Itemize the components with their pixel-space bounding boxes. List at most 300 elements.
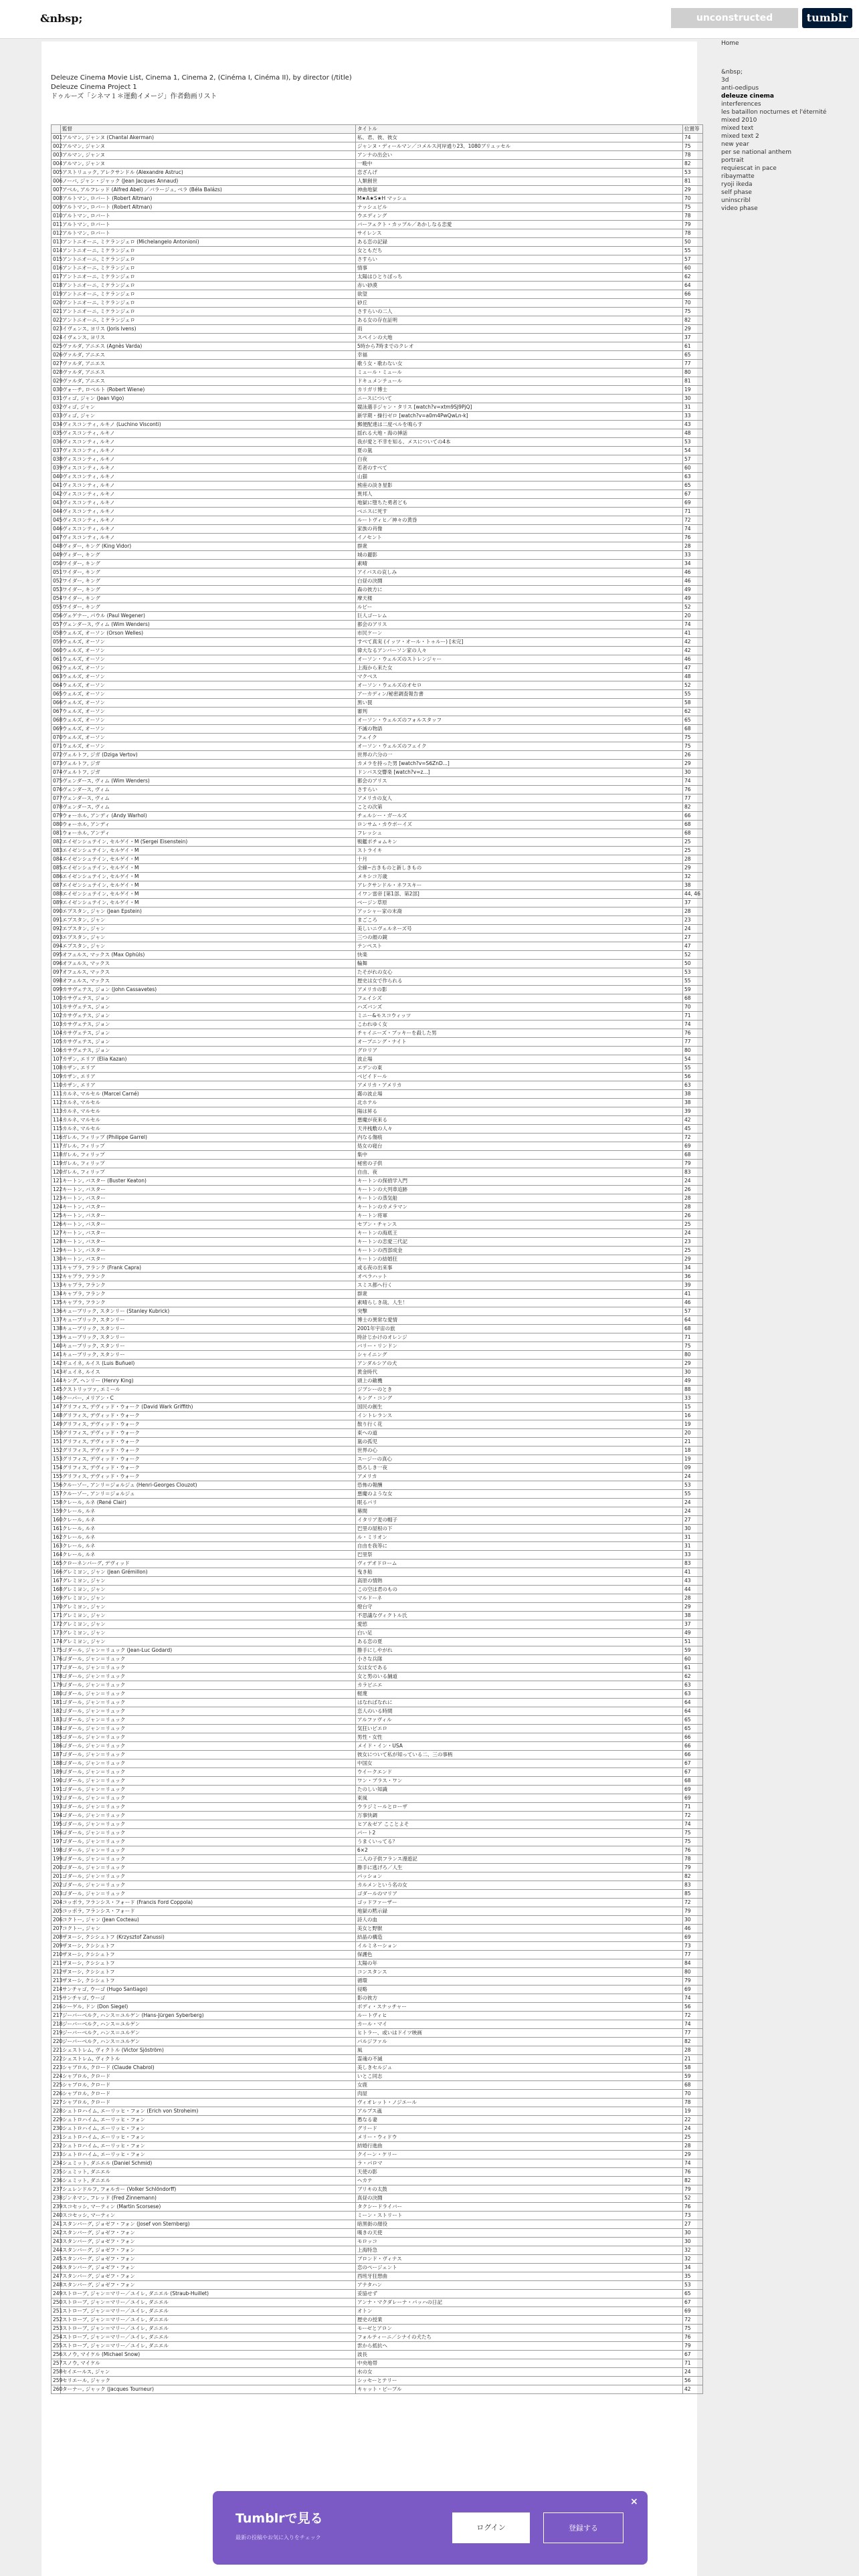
cell-title: 審判	[356, 708, 683, 716]
cell-director: キートン, バスター	[61, 1203, 356, 1212]
cell-position: 71	[683, 2359, 703, 2368]
cell-position: 83	[683, 1560, 703, 1568]
cell-title: 輪舞	[356, 960, 683, 968]
cell-number: 092	[52, 925, 61, 934]
cell-director: ワイダー, キング	[61, 560, 356, 568]
cell-position: 64	[683, 1707, 703, 1716]
table-row	[52, 1029, 703, 1038]
table-row	[52, 377, 703, 386]
cell-title: 太陽の年	[356, 1959, 683, 1968]
cell-position: 64	[683, 1316, 703, 1325]
table-row	[52, 1064, 703, 1073]
cell-director: ヴィスコンティ, ルキノ	[61, 473, 356, 481]
cell-title: イタリア麦の帽子	[356, 1516, 683, 1525]
cell-number: 114	[52, 1116, 61, 1125]
table-row	[52, 1977, 703, 1985]
cell-number: 249	[52, 2290, 61, 2298]
cell-number: 063	[52, 673, 61, 681]
table-row	[52, 1125, 703, 1134]
table-row	[52, 1890, 703, 1899]
table-row	[52, 1151, 703, 1160]
table-row	[52, 1481, 703, 1490]
tumblr-logo[interactable]: tumblr	[802, 8, 852, 28]
cell-title: 女は女である	[356, 1664, 683, 1673]
cell-position: 32	[683, 2255, 703, 2264]
cell-title: ジプシーのとき	[356, 1386, 683, 1394]
table-body	[52, 134, 703, 2394]
cell-director: ヴェンダース, ヴィム (Wim Wenders)	[61, 621, 356, 629]
cell-position: 49	[683, 586, 703, 595]
table-row	[52, 960, 703, 968]
table-row	[52, 638, 703, 647]
table-row	[52, 1594, 703, 1603]
blog-title[interactable]: &nbsp;	[40, 12, 83, 25]
cell-director: グリフィス, デヴィッド・ウォーク	[61, 1412, 356, 1420]
sidebar-tag-link[interactable]: &nbsp;	[721, 69, 743, 76]
cell-director: シャブロル, クロード	[61, 2081, 356, 2090]
signup-button[interactable]: 登録する	[543, 2512, 624, 2543]
cell-director: ヴェンダース, ヴィム (Wim Wenders)	[61, 777, 356, 786]
cell-title: 男性・女性	[356, 1733, 683, 1742]
cell-number: 182	[52, 1707, 61, 1716]
cell-number: 136	[52, 1307, 61, 1316]
cell-number: 071	[52, 742, 61, 751]
cell-director: ヴィスコンティ, ルキノ	[61, 499, 356, 508]
table-row	[52, 403, 703, 412]
cell-director: アルマン, ジャンヌ	[61, 142, 356, 151]
cell-position: 43	[683, 421, 703, 429]
cell-number: 244	[52, 2246, 61, 2255]
cell-position: 09	[683, 1464, 703, 1473]
cell-director: ストローブ, ジャン＝マリー／ユイレ, ダニエル	[61, 2342, 356, 2351]
cell-position: 46	[683, 577, 703, 586]
cell-number: 200	[52, 1864, 61, 1872]
cell-director: グレミヨン, ジャン	[61, 1594, 356, 1603]
table-row	[52, 968, 703, 977]
cell-director: キューブリック, スタンリー	[61, 1325, 356, 1333]
table-row	[52, 1168, 703, 1177]
table-row	[52, 264, 703, 273]
cell-number: 032	[52, 403, 61, 412]
cell-title: いとこ同志	[356, 2072, 683, 2081]
table-row	[52, 1021, 703, 1029]
table-row	[52, 1916, 703, 1925]
cell-title: ある恋の夏	[356, 1638, 683, 1646]
cell-number: 238	[52, 2194, 61, 2203]
cell-title: ラ・パロマ	[356, 2159, 683, 2168]
table-row	[52, 421, 703, 429]
cell-title: 結晶の構造	[356, 1933, 683, 1942]
cell-number: 128	[52, 1238, 61, 1247]
table-row	[52, 1872, 703, 1881]
table-row	[52, 1985, 703, 1994]
cell-number: 137	[52, 1316, 61, 1325]
sidebar-tag-link[interactable]: 3d	[721, 77, 729, 84]
cell-director: ウェルズ, オーソン	[61, 673, 356, 681]
cell-position: 58	[683, 699, 703, 708]
cell-number: 057	[52, 621, 61, 629]
cell-director: シャブロル, クロード	[61, 2099, 356, 2107]
cell-director: シュトロハイム, エーリッヒ・フォン	[61, 2125, 356, 2133]
cell-title: 歴史の授業	[356, 2316, 683, 2325]
cell-position: 24	[683, 2368, 703, 2377]
cell-number: 080	[52, 821, 61, 829]
cell-position: 72	[683, 1899, 703, 1907]
cell-director: アントニオーニ, ミケランジェロ	[61, 316, 356, 325]
cell-number: 170	[52, 1603, 61, 1612]
cell-director: ヴェンダース, ヴィム	[61, 786, 356, 794]
table-row	[52, 1577, 703, 1586]
table-row	[52, 1786, 703, 1794]
cell-number: 151	[52, 1438, 61, 1446]
cell-number: 140	[52, 1342, 61, 1351]
cell-director: オフュルス, マックス (Max Ophüls)	[61, 951, 356, 960]
cell-number: 133	[52, 1281, 61, 1290]
cell-director: アントニオーニ, ミケランジェロ	[61, 290, 356, 299]
cell-number: 013	[52, 238, 61, 247]
cell-title: 砂丘	[356, 299, 683, 308]
cell-position: 42	[683, 638, 703, 647]
table-row	[52, 1490, 703, 1499]
cell-director: エイゼンシュテイン, セルゲイ・M	[61, 899, 356, 907]
cell-title: うまくいってる？	[356, 1838, 683, 1846]
cell-position: 47	[683, 942, 703, 951]
table-row	[52, 1446, 703, 1455]
sidebar-tag-link[interactable]: uninscribl	[721, 197, 751, 204]
cell-position: 29	[683, 1360, 703, 1368]
sidebar-home-link[interactable]: Home	[721, 40, 739, 47]
cell-number: 020	[52, 299, 61, 308]
cell-director: ゴダール, ジャン＝リュック	[61, 1673, 356, 1681]
sidebar-tag-link[interactable]: video phase	[721, 205, 758, 212]
login-button[interactable]: ログイン	[452, 2512, 530, 2543]
cell-number: 036	[52, 438, 61, 447]
unconstructed-button[interactable]: unconstructed	[671, 8, 798, 28]
cell-number: 110	[52, 1081, 61, 1090]
cell-position: 19	[683, 1420, 703, 1429]
cell-position: 65	[683, 351, 703, 360]
cell-title: 家族の肖像	[356, 525, 683, 534]
sidebar-tag-link[interactable]: ribaymatte	[721, 173, 755, 180]
cell-position: 61	[683, 1664, 703, 1673]
cell-number: 054	[52, 595, 61, 603]
table-row	[52, 655, 703, 664]
cell-number: 196	[52, 1829, 61, 1838]
cell-position: 72	[683, 1134, 703, 1142]
cell-position: 29	[683, 864, 703, 873]
cell-title: 女鹿	[356, 2081, 683, 2090]
table-row	[52, 673, 703, 681]
cell-title: 小さな兵隊	[356, 1655, 683, 1664]
cell-number: 166	[52, 1568, 61, 1577]
table-row	[52, 1612, 703, 1620]
cell-number: 141	[52, 1351, 61, 1360]
table-row	[52, 1768, 703, 1777]
cell-position: 47	[683, 664, 703, 673]
table-row	[52, 1664, 703, 1673]
cell-number: 061	[52, 655, 61, 664]
sidebar-tag-link[interactable]: mixed 2010	[721, 117, 757, 124]
sidebar-tag-link[interactable]: per se national anthem	[721, 149, 791, 156]
cell-title: ストライキ	[356, 847, 683, 855]
cell-position: 23	[683, 916, 703, 925]
sidebar-tag-link[interactable]: requiescat in pace	[721, 165, 777, 172]
cell-title: キャット・ピープル	[356, 2385, 683, 2394]
cell-number: 109	[52, 1073, 61, 1081]
sidebar-tag-link[interactable]: mixed text 2	[721, 133, 759, 140]
cell-number: 207	[52, 1925, 61, 1933]
table-row	[52, 1212, 703, 1220]
cell-position: 24	[683, 1473, 703, 1481]
cell-number: 084	[52, 855, 61, 864]
cell-position: 19	[683, 2107, 703, 2116]
cell-position: 76	[683, 2203, 703, 2212]
sidebar-tag-link[interactable]: deleuze cinema	[721, 93, 775, 100]
cell-title: すべて真実 (イッツ・オール・トゥルー) [未完]	[356, 638, 683, 647]
cell-number: 069	[52, 725, 61, 734]
cell-number: 113	[52, 1107, 61, 1116]
cell-position: 71	[683, 508, 703, 516]
cell-position: 70	[683, 2090, 703, 2099]
cell-position: 34	[683, 1264, 703, 1273]
cell-position: 25	[683, 2133, 703, 2142]
cell-director: ゴダール, ジャン＝リュック	[61, 1725, 356, 1733]
table-row	[52, 2064, 703, 2072]
cell-director: アルマン, ジャンヌ (Chantal Akerman)	[61, 134, 356, 142]
cell-position: 44, 46	[683, 890, 703, 899]
close-icon[interactable]: ×	[630, 2496, 638, 2507]
cell-title: 白夜	[356, 455, 683, 464]
cell-title: アメリカの友人	[356, 794, 683, 803]
cell-title: スミス都へ行く	[356, 1281, 683, 1290]
cell-director: ウェルズ, オーソン	[61, 734, 356, 742]
cell-number: 022	[52, 316, 61, 325]
cell-number: 029	[52, 377, 61, 386]
table-row	[52, 1881, 703, 1890]
cell-title: ゴッドファーザー	[356, 1899, 683, 1907]
cell-director: グレミヨン, ジャン	[61, 1638, 356, 1646]
cell-number: 062	[52, 664, 61, 673]
cell-title: ル・ミリオン	[356, 1533, 683, 1542]
cell-position: 66	[683, 290, 703, 299]
table-row	[52, 351, 703, 360]
cell-director: ザヌーシ, クシシュトフ	[61, 1977, 356, 1985]
cell-director: ジーバーベルク, ハンス＝ユルゲン	[61, 2029, 356, 2038]
cell-director: ゴダール, ジャン＝リュック (Jean-Luc Godard)	[61, 1646, 356, 1655]
table-row	[52, 429, 703, 438]
cell-director: クレール, ルネ	[61, 1516, 356, 1525]
cell-director: スコセッシ, マーティン (Martin Scorsese)	[61, 2203, 356, 2212]
cell-position: 64	[683, 1699, 703, 1707]
cell-title: ボディ・スナッチャー	[356, 2003, 683, 2012]
cell-number: 233	[52, 2151, 61, 2159]
cell-number: 187	[52, 1751, 61, 1759]
cell-title: 悪魔のような女	[356, 1490, 683, 1499]
cell-position: 68	[683, 2081, 703, 2090]
cell-number: 216	[52, 2003, 61, 2012]
table-row	[52, 2368, 703, 2377]
cell-title: シッセーとテリー	[356, 2377, 683, 2385]
cell-director: グリフィス, デヴィッド・ウォーク	[61, 1473, 356, 1481]
table-row	[52, 1377, 703, 1386]
sidebar-tag-link[interactable]: ryoji ikeda	[721, 181, 753, 188]
cell-number: 241	[52, 2220, 61, 2229]
table-row	[52, 777, 703, 786]
cell-director: ザヌーシ, クシシュトフ	[61, 1968, 356, 1977]
cell-title: モーゼとアロン	[356, 2325, 683, 2333]
cell-position: 69	[683, 1985, 703, 1994]
cell-director: グリフィス, デヴィッド・ウォーク	[61, 1464, 356, 1473]
cell-title: ドンバス交響楽 [watch?v=z...]	[356, 768, 683, 777]
cell-position: 63	[683, 1690, 703, 1699]
sidebar-tag-link[interactable]: new year	[721, 141, 749, 148]
table-row	[52, 1455, 703, 1464]
cell-director: ストローブ, ジャン＝マリー／ユイレ, ダニエル	[61, 2333, 356, 2342]
cell-number: 148	[52, 1412, 61, 1420]
cell-position: 78	[683, 151, 703, 160]
cell-director: シェストレム, ヴィクトル (Victor Sjöström)	[61, 2046, 356, 2055]
table-row	[52, 508, 703, 516]
cell-director: クレール, ルネ	[61, 1551, 356, 1560]
cell-number: 108	[52, 1064, 61, 1073]
header-position: 位置等	[683, 125, 703, 134]
cell-title: アナタハン	[356, 2281, 683, 2290]
cell-position: 73	[683, 2212, 703, 2220]
cell-number: 024	[52, 334, 61, 342]
cell-title: 巨人ゴーレム	[356, 612, 683, 621]
cell-position: 39	[683, 1281, 703, 1290]
cell-title: 摩天楼	[356, 595, 683, 603]
table-row	[52, 907, 703, 916]
cell-director: スタンバーグ, ジョゼフ・フォン	[61, 2272, 356, 2281]
cell-number: 134	[52, 1290, 61, 1299]
cell-number: 026	[52, 351, 61, 360]
cell-position: 57	[683, 455, 703, 464]
cell-director: ウェルズ, オーソン	[61, 708, 356, 716]
cell-title: 頭上の敵機	[356, 1377, 683, 1386]
cell-position: 85	[683, 1890, 703, 1899]
cell-number: 152	[52, 1446, 61, 1455]
cell-director: カザン, エリア	[61, 1073, 356, 1081]
cell-number: 095	[52, 951, 61, 960]
cell-position: 38	[683, 1090, 703, 1099]
post-content	[41, 41, 700, 2576]
cell-position: 75	[683, 1838, 703, 1846]
table-row	[52, 481, 703, 490]
cell-position: 35	[683, 2272, 703, 2281]
cell-number: 217	[52, 2012, 61, 2020]
cell-title: テンペスト	[356, 942, 683, 951]
table-row	[52, 2107, 703, 2116]
table-row	[52, 142, 703, 151]
cell-director: シュレンドルフ, フォルカー (Volker Schlöndorff)	[61, 2185, 356, 2194]
sidebar-tag-link[interactable]: mixed text	[721, 125, 754, 132]
cell-number: 070	[52, 734, 61, 742]
cell-title: ルートヴィヒ	[356, 2012, 683, 2020]
sidebar-tag-link[interactable]: interferences	[721, 101, 761, 108]
cell-director: ヴィスコンティ, ルキノ	[61, 455, 356, 464]
table-row	[52, 1325, 703, 1333]
cell-position: 28	[683, 2046, 703, 2055]
cell-position: 76	[683, 2168, 703, 2177]
cell-position: 65	[683, 2290, 703, 2298]
cell-director: アントニオーニ, ミケランジェロ	[61, 255, 356, 264]
cell-director: キャプラ, フランク	[61, 1273, 356, 1281]
cell-position: 71	[683, 1803, 703, 1812]
table-row	[52, 169, 703, 177]
cell-position: 30	[683, 395, 703, 403]
cell-title: 波長	[356, 2351, 683, 2359]
cell-director: シャブロル, クロード (Claude Chabrol)	[61, 2064, 356, 2072]
cell-number: 257	[52, 2359, 61, 2368]
cell-number: 078	[52, 803, 61, 812]
table-row	[52, 177, 703, 186]
cell-number: 260	[52, 2385, 61, 2394]
table-row	[52, 1264, 703, 1273]
cell-position: 68	[683, 821, 703, 829]
cell-number: 135	[52, 1299, 61, 1307]
cell-position: 83	[683, 1168, 703, 1177]
cell-director: カルネ, マルセル (Marcel Carné)	[61, 1090, 356, 1099]
cell-director: エイゼンシュテイン, セルゲイ・M (Sergei Eisenstein)	[61, 838, 356, 847]
sidebar-tag-link[interactable]: portrait	[721, 157, 744, 164]
cell-number: 091	[52, 916, 61, 925]
cell-number: 180	[52, 1690, 61, 1699]
cell-director: グレミヨン, ジャン	[61, 1620, 356, 1629]
cell-title: オーソン・ウェルズのフォルスタッフ	[356, 716, 683, 725]
cell-number: 021	[52, 308, 61, 316]
cell-director: カサヴェテス, ジョン	[61, 1047, 356, 1055]
cell-title: さすらい	[356, 255, 683, 264]
cell-director: イヴェンス, ヨリス (Joris Ivens)	[61, 325, 356, 334]
table-row	[52, 334, 703, 342]
post-intro	[51, 74, 688, 102]
cell-title: 勝手にしやがれ	[356, 1646, 683, 1655]
cell-position: 56	[683, 2003, 703, 2012]
cell-position: 61	[683, 342, 703, 351]
cell-number: 048	[52, 542, 61, 551]
cell-title: 歴史は女で作られる	[356, 977, 683, 986]
cell-position: 30	[683, 1525, 703, 1533]
cell-number: 039	[52, 464, 61, 473]
cell-title: ルートヴィヒ／神々の黄昏	[356, 516, 683, 525]
cell-title: 十月	[356, 855, 683, 864]
cell-director: ヴィスコンティ, ルキノ	[61, 516, 356, 525]
table-row	[52, 195, 703, 203]
cell-director: エプスタン, ジャン	[61, 925, 356, 934]
cell-director: カザン, エリア	[61, 1064, 356, 1073]
cell-number: 044	[52, 508, 61, 516]
cell-title: 太陽はひとりぼっち	[356, 273, 683, 282]
cell-position: 79	[683, 1160, 703, 1168]
table-row	[52, 1751, 703, 1759]
cell-title: ある女の存在証明	[356, 316, 683, 325]
sidebar-tag-link[interactable]: self phase	[721, 189, 752, 196]
cell-number: 040	[52, 473, 61, 481]
cell-title: カルメンという名の女	[356, 1881, 683, 1890]
cell-position: 76	[683, 1029, 703, 1038]
sidebar-tag-link[interactable]: les bataillon nocturnes et l'éternité	[721, 109, 827, 116]
cell-director: ゴダール, ジャン＝リュック	[61, 1655, 356, 1664]
sidebar-tag-link[interactable]: anti-oedipus	[721, 85, 759, 92]
table-row	[52, 2238, 703, 2246]
cell-director: スタンバーグ, ジョゼフ・フォン	[61, 2229, 356, 2238]
cell-title: 情事	[356, 264, 683, 273]
cell-director: ウォーホル, アンディ	[61, 829, 356, 838]
cell-director: クレール, ルネ	[61, 1525, 356, 1533]
table-row	[52, 2220, 703, 2229]
cell-number: 120	[52, 1168, 61, 1177]
